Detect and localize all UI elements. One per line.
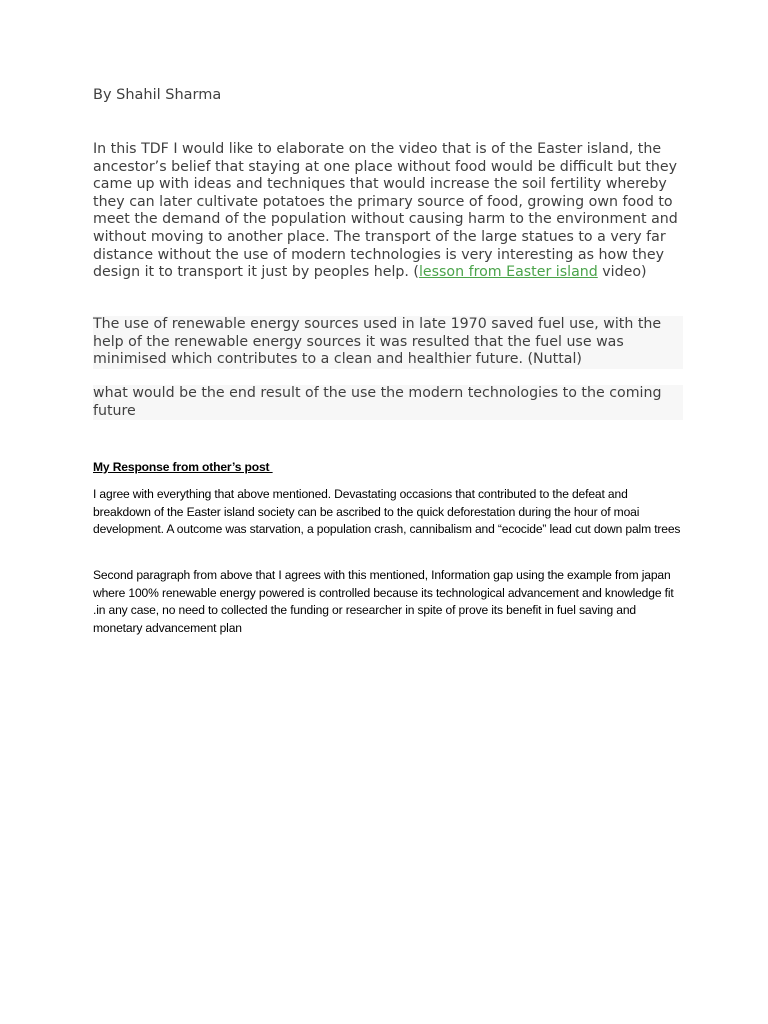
paragraph-easter-island <box>93 141 683 282</box>
response-paragraph-2: Second paragraph from above that I agrees with this mentioned, Information gap using the example from japan where 100% renewable energy powered is controlled because its technological advancement and knowledge fit .in any case, no need to collected the funding or researcher in spite of prove its benefit in fuel saving and monetary advancement plan <box>93 568 674 636</box>
paragraph-easter-island-text: In this TDF I would like to elaborate on the video that is of the Easter island, the ancestor’s belief that staying at one place without food would be difficult but they came up with ideas and techniques that would increase the soil fertility whereby they can later cultivate potatoes the primary source of food, growing own food to meet the demand of the population without causing harm to the environment and without moving to another place. The transport of the large statues to a very far distance without the use of modern technologies is very interesting as how they design it to transport it just by peoples help. ( <box>93 141 678 281</box>
response-paragraph-1: I agree with everything that above mentioned. Devastating occasions that contributed to the defeat and breakdown of the Easter island society can be ascribed to the quick deforestation during the hour of moai development. A outcome was starvation, a population crash, cannibalism and “ecocide” lead cut down palm trees <box>93 487 681 537</box>
response-heading: My Response from other’s post <box>93 460 273 474</box>
paragraph-renewable-energy: The use of renewable energy sources used in late 1970 saved fuel use, with the help of the renewable energy sources it was resulted that the fuel use was minimised which contributes to a clean and healthier future. (Nuttal) <box>93 316 683 369</box>
author-line: By Shahil Sharma <box>93 87 222 103</box>
paragraph-easter-island-tail: video) <box>597 264 647 281</box>
lesson-link[interactable]: lesson from Easter island <box>418 264 598 281</box>
paragraph-question: what would be the end result of the use the modern technologies to the coming future <box>93 385 683 420</box>
